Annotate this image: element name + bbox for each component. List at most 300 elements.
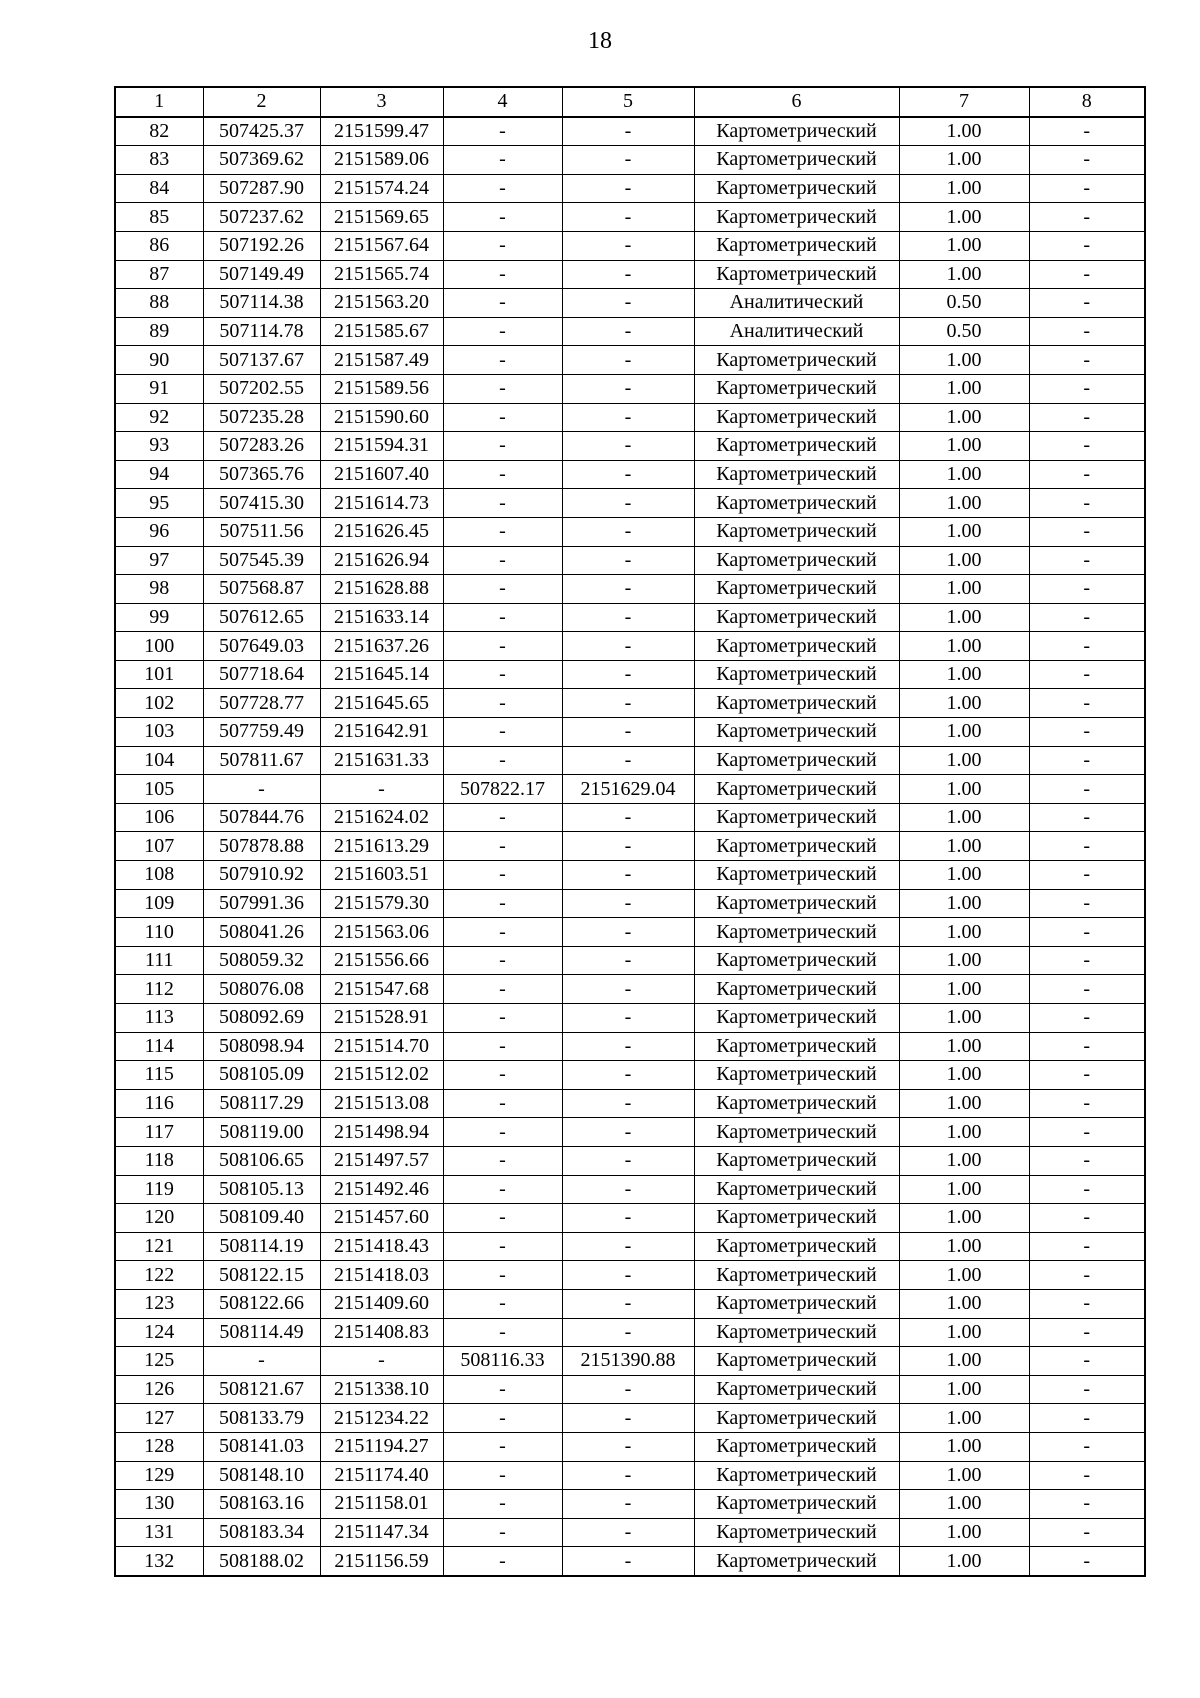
table-cell: 508148.10 <box>203 1461 320 1490</box>
table-row <box>115 460 1145 489</box>
table-cell: Картометрический <box>694 374 899 403</box>
table-row <box>115 1432 1145 1461</box>
table-cell: Картометрический <box>694 575 899 604</box>
table-cell: - <box>443 603 562 632</box>
table-cell: 507822.17 <box>443 775 562 804</box>
table-cell: - <box>443 1375 562 1404</box>
table-row <box>115 403 1145 432</box>
table-cell: - <box>1029 575 1145 604</box>
table-cell: - <box>562 174 694 203</box>
table-cell: - <box>562 1004 694 1033</box>
table-cell: - <box>1029 260 1145 289</box>
table-cell: - <box>443 1032 562 1061</box>
table-cell: - <box>562 746 694 775</box>
table-cell: - <box>1029 1518 1145 1547</box>
table-row <box>115 1490 1145 1519</box>
table-cell: - <box>443 374 562 403</box>
table-cell: - <box>1029 660 1145 689</box>
table-cell: - <box>443 432 562 461</box>
table-cell: 127 <box>115 1404 203 1433</box>
table-row <box>115 289 1145 318</box>
table-cell: 508105.13 <box>203 1175 320 1204</box>
table-cell: 508114.49 <box>203 1318 320 1347</box>
table-cell: - <box>562 632 694 661</box>
table-cell: 99 <box>115 603 203 632</box>
table-cell: 2151574.24 <box>320 174 443 203</box>
table-row <box>115 1289 1145 1318</box>
table-cell: - <box>1029 1261 1145 1290</box>
table-cell: 507114.38 <box>203 289 320 318</box>
table-cell: Аналитический <box>694 317 899 346</box>
table-cell: 2151589.06 <box>320 146 443 175</box>
table-row <box>115 260 1145 289</box>
table-cell: 128 <box>115 1432 203 1461</box>
table-cell: - <box>1029 718 1145 747</box>
table-cell: 507718.64 <box>203 660 320 689</box>
table-cell: 93 <box>115 432 203 461</box>
table-cell: 112 <box>115 975 203 1004</box>
table-cell: - <box>1029 1404 1145 1433</box>
table-cell: 2151513.08 <box>320 1089 443 1118</box>
table-row <box>115 117 1145 146</box>
column-header: 8 <box>1029 87 1145 117</box>
table-cell: 132 <box>115 1547 203 1576</box>
column-header: 6 <box>694 87 899 117</box>
table-row <box>115 1032 1145 1061</box>
table-cell: 82 <box>115 117 203 146</box>
table-cell: 508076.08 <box>203 975 320 1004</box>
table-cell: - <box>443 260 562 289</box>
table-cell: 2151626.94 <box>320 546 443 575</box>
table-cell: - <box>562 1432 694 1461</box>
table-cell: 1.00 <box>899 546 1029 575</box>
table-cell: - <box>562 403 694 432</box>
table-cell: - <box>562 975 694 1004</box>
table-cell: - <box>1029 975 1145 1004</box>
table-cell: - <box>443 203 562 232</box>
table-cell: - <box>562 1061 694 1090</box>
table-cell: - <box>562 946 694 975</box>
table-cell: 508121.67 <box>203 1375 320 1404</box>
table-cell: 507878.88 <box>203 832 320 861</box>
table-row <box>115 1518 1145 1547</box>
table-row <box>115 689 1145 718</box>
table-cell: - <box>562 346 694 375</box>
table-cell: 1.00 <box>899 260 1029 289</box>
table-cell: - <box>443 718 562 747</box>
table-cell: - <box>1029 1547 1145 1576</box>
table-row <box>115 718 1145 747</box>
table-cell: - <box>1029 1490 1145 1519</box>
table-row <box>115 918 1145 947</box>
table-cell: 115 <box>115 1061 203 1090</box>
table-cell: - <box>562 918 694 947</box>
table-cell: Картометрический <box>694 803 899 832</box>
table-cell: Картометрический <box>694 946 899 975</box>
table-cell: 2151590.60 <box>320 403 443 432</box>
table-cell: 2151194.27 <box>320 1432 443 1461</box>
table-cell: 508098.94 <box>203 1032 320 1061</box>
table-row <box>115 832 1145 861</box>
table-cell: Картометрический <box>694 174 899 203</box>
table-cell: 121 <box>115 1232 203 1261</box>
table-cell: - <box>1029 1432 1145 1461</box>
table-cell: 1.00 <box>899 861 1029 890</box>
table-cell: 2151547.68 <box>320 975 443 1004</box>
table-cell: 96 <box>115 517 203 546</box>
table-cell: 113 <box>115 1004 203 1033</box>
table-cell: 0.50 <box>899 317 1029 346</box>
table-cell: 2151565.74 <box>320 260 443 289</box>
column-header: 5 <box>562 87 694 117</box>
table-cell: - <box>443 403 562 432</box>
table-cell: Картометрический <box>694 718 899 747</box>
table-cell: 2151585.67 <box>320 317 443 346</box>
table-cell: Картометрический <box>694 1461 899 1490</box>
table-row <box>115 174 1145 203</box>
table-cell: 508059.32 <box>203 946 320 975</box>
table-cell: 90 <box>115 346 203 375</box>
table-cell: - <box>443 317 562 346</box>
table-cell: 1.00 <box>899 403 1029 432</box>
table-cell: - <box>1029 1347 1145 1376</box>
table-cell: 1.00 <box>899 975 1029 1004</box>
table-cell: - <box>562 1547 694 1576</box>
table-cell: 1.00 <box>899 803 1029 832</box>
table-cell: - <box>443 1204 562 1233</box>
table-cell: Картометрический <box>694 1004 899 1033</box>
table-cell: 507369.62 <box>203 146 320 175</box>
table-cell: Картометрический <box>694 203 899 232</box>
table-cell: 507114.78 <box>203 317 320 346</box>
column-header: 2 <box>203 87 320 117</box>
table-cell: 507910.92 <box>203 861 320 890</box>
table-cell: Картометрический <box>694 918 899 947</box>
table-cell: - <box>443 1518 562 1547</box>
table-cell: Аналитический <box>694 289 899 318</box>
table-cell: - <box>443 1261 562 1290</box>
table-cell: Картометрический <box>694 775 899 804</box>
table-cell: 507991.36 <box>203 889 320 918</box>
table-cell: 1.00 <box>899 603 1029 632</box>
table-row <box>115 1261 1145 1290</box>
table-cell: 507149.49 <box>203 260 320 289</box>
table-cell: 1.00 <box>899 689 1029 718</box>
table-cell: 119 <box>115 1175 203 1204</box>
table-cell: 2151567.64 <box>320 231 443 260</box>
table-row <box>115 861 1145 890</box>
table-cell: 508109.40 <box>203 1204 320 1233</box>
table-cell: 88 <box>115 289 203 318</box>
table-cell: 126 <box>115 1375 203 1404</box>
table-cell: - <box>443 975 562 1004</box>
table-cell: 120 <box>115 1204 203 1233</box>
table-cell: 508116.33 <box>443 1347 562 1376</box>
table-cell: Картометрический <box>694 889 899 918</box>
table-cell: 1.00 <box>899 231 1029 260</box>
table-row <box>115 1375 1145 1404</box>
table-cell: 89 <box>115 317 203 346</box>
table-cell: - <box>443 1089 562 1118</box>
table-cell: - <box>562 117 694 146</box>
table-cell: - <box>1029 546 1145 575</box>
table-cell: - <box>1029 1118 1145 1147</box>
table-cell: - <box>562 546 694 575</box>
table-cell: 1.00 <box>899 117 1029 146</box>
table-row <box>115 1089 1145 1118</box>
table-cell: 1.00 <box>899 346 1029 375</box>
table-cell: 508188.02 <box>203 1547 320 1576</box>
table-cell: - <box>443 632 562 661</box>
table-row <box>115 1318 1145 1347</box>
table-cell: - <box>443 832 562 861</box>
table-cell: 1.00 <box>899 489 1029 518</box>
table-cell: - <box>562 1261 694 1290</box>
table-cell: 2151234.22 <box>320 1404 443 1433</box>
table-row <box>115 575 1145 604</box>
table-cell: - <box>443 146 562 175</box>
table-cell: - <box>443 231 562 260</box>
table-cell: 101 <box>115 660 203 689</box>
table-cell: 108 <box>115 861 203 890</box>
table-cell: - <box>562 861 694 890</box>
table-cell: 2151498.94 <box>320 1118 443 1147</box>
table-cell: - <box>562 289 694 318</box>
table-cell: - <box>562 1375 694 1404</box>
table-cell: - <box>1029 1061 1145 1090</box>
table-cell: - <box>203 1347 320 1376</box>
table-cell: - <box>443 1432 562 1461</box>
table-row <box>115 374 1145 403</box>
table-cell: Картометрический <box>694 1318 899 1347</box>
table-cell: 1.00 <box>899 1490 1029 1519</box>
table-cell: Картометрический <box>694 689 899 718</box>
table-cell: - <box>1029 775 1145 804</box>
table-cell: 2151390.88 <box>562 1347 694 1376</box>
table-cell: - <box>443 746 562 775</box>
table-row <box>115 775 1145 804</box>
table-body <box>115 117 1145 1576</box>
table-cell: Картометрический <box>694 1404 899 1433</box>
table-row <box>115 746 1145 775</box>
table-cell: - <box>1029 146 1145 175</box>
table-cell: 87 <box>115 260 203 289</box>
table-cell: - <box>443 1318 562 1347</box>
table-row <box>115 432 1145 461</box>
table-cell: - <box>203 775 320 804</box>
table-cell: - <box>1029 1032 1145 1061</box>
table-cell: 2151497.57 <box>320 1146 443 1175</box>
table-cell: 508106.65 <box>203 1146 320 1175</box>
table-cell: 2151645.65 <box>320 689 443 718</box>
table-cell: 507811.67 <box>203 746 320 775</box>
table-cell: 1.00 <box>899 1261 1029 1290</box>
table-cell: - <box>562 231 694 260</box>
table-cell: 103 <box>115 718 203 747</box>
table-row <box>115 889 1145 918</box>
table-cell: - <box>443 517 562 546</box>
table-cell: 508133.79 <box>203 1404 320 1433</box>
table-cell: 2151594.31 <box>320 432 443 461</box>
table-cell: 94 <box>115 460 203 489</box>
table-cell: - <box>562 1175 694 1204</box>
table-cell: 117 <box>115 1118 203 1147</box>
table-cell: Картометрический <box>694 1547 899 1576</box>
table-cell: 508183.34 <box>203 1518 320 1547</box>
table-cell: 116 <box>115 1089 203 1118</box>
table-header-row <box>115 87 1145 117</box>
table-cell: - <box>1029 317 1145 346</box>
table-cell: - <box>1029 403 1145 432</box>
table-row <box>115 946 1145 975</box>
table-cell: - <box>443 1232 562 1261</box>
table-cell: - <box>443 1175 562 1204</box>
table-cell: - <box>1029 432 1145 461</box>
table-cell: 507728.77 <box>203 689 320 718</box>
table-cell: - <box>443 546 562 575</box>
table-cell: 109 <box>115 889 203 918</box>
table-cell: 105 <box>115 775 203 804</box>
table-cell: - <box>562 718 694 747</box>
table-row <box>115 632 1145 661</box>
table-cell: 130 <box>115 1490 203 1519</box>
table-cell: - <box>443 1404 562 1433</box>
table-cell: 102 <box>115 689 203 718</box>
table-cell: 507612.65 <box>203 603 320 632</box>
table-row <box>115 1118 1145 1147</box>
table-cell: 2151514.70 <box>320 1032 443 1061</box>
table-cell: 1.00 <box>899 1032 1029 1061</box>
table-cell: 2151629.04 <box>562 775 694 804</box>
table-cell: - <box>1029 489 1145 518</box>
table-cell: 104 <box>115 746 203 775</box>
table-cell: - <box>1029 603 1145 632</box>
table-cell: 507545.39 <box>203 546 320 575</box>
table-cell: - <box>562 432 694 461</box>
table-cell: - <box>1029 1204 1145 1233</box>
table-cell: Картометрический <box>694 1232 899 1261</box>
table-cell: 2151613.29 <box>320 832 443 861</box>
table-cell: 1.00 <box>899 1404 1029 1433</box>
table-cell: - <box>562 317 694 346</box>
table-cell: - <box>1029 1146 1145 1175</box>
table-cell: 1.00 <box>899 632 1029 661</box>
table-cell: - <box>562 803 694 832</box>
table-cell: 2151156.59 <box>320 1547 443 1576</box>
table-cell: Картометрический <box>694 403 899 432</box>
table-cell: Картометрический <box>694 1289 899 1318</box>
table-cell: 1.00 <box>899 1089 1029 1118</box>
table-row <box>115 803 1145 832</box>
table-cell: 1.00 <box>899 660 1029 689</box>
table-cell: - <box>443 174 562 203</box>
table-cell: 1.00 <box>899 832 1029 861</box>
table-cell: Картометрический <box>694 460 899 489</box>
table-cell: Картометрический <box>694 1490 899 1519</box>
table-cell: 2151579.30 <box>320 889 443 918</box>
table-cell: 508105.09 <box>203 1061 320 1090</box>
coordinates-table <box>114 86 1146 1577</box>
table-cell: 2151614.73 <box>320 489 443 518</box>
table-cell: - <box>1029 1089 1145 1118</box>
table-cell: 507192.26 <box>203 231 320 260</box>
table-cell: 508163.16 <box>203 1490 320 1519</box>
table-cell: - <box>1029 460 1145 489</box>
table-cell: - <box>443 1061 562 1090</box>
table-cell: - <box>1029 889 1145 918</box>
table-cell: - <box>1029 374 1145 403</box>
table-cell: - <box>443 1490 562 1519</box>
table-cell: 131 <box>115 1518 203 1547</box>
table-cell: - <box>562 260 694 289</box>
table-cell: - <box>562 489 694 518</box>
table-cell: - <box>562 603 694 632</box>
table-cell: 2151492.46 <box>320 1175 443 1204</box>
table-cell: 1.00 <box>899 746 1029 775</box>
table-cell: 507415.30 <box>203 489 320 518</box>
table-cell: 114 <box>115 1032 203 1061</box>
table-cell: - <box>443 1547 562 1576</box>
table-cell: - <box>1029 117 1145 146</box>
table-cell: 507365.76 <box>203 460 320 489</box>
table-cell: 122 <box>115 1261 203 1290</box>
table-cell: - <box>562 832 694 861</box>
table-row <box>115 1204 1145 1233</box>
table-cell: 91 <box>115 374 203 403</box>
table-cell: - <box>1029 231 1145 260</box>
table-cell: - <box>562 203 694 232</box>
table-cell: Картометрический <box>694 260 899 289</box>
table-cell: - <box>562 1461 694 1490</box>
table-cell: Картометрический <box>694 746 899 775</box>
table-cell: 2151637.26 <box>320 632 443 661</box>
table-cell: 1.00 <box>899 889 1029 918</box>
table-cell: 129 <box>115 1461 203 1490</box>
table-cell: - <box>443 1146 562 1175</box>
table-row <box>115 346 1145 375</box>
table-cell: 1.00 <box>899 460 1029 489</box>
table-cell: 1.00 <box>899 203 1029 232</box>
table-cell: - <box>443 460 562 489</box>
table-cell: 110 <box>115 918 203 947</box>
table-cell: - <box>562 1232 694 1261</box>
table-cell: 507759.49 <box>203 718 320 747</box>
table-cell: - <box>443 1289 562 1318</box>
table-cell: Картометрический <box>694 1089 899 1118</box>
table-cell: 2151409.60 <box>320 1289 443 1318</box>
table-cell: 2151158.01 <box>320 1490 443 1519</box>
table-cell: Картометрический <box>694 1032 899 1061</box>
table-cell: 507137.67 <box>203 346 320 375</box>
column-header: 1 <box>115 87 203 117</box>
table-cell: 508122.15 <box>203 1261 320 1290</box>
table-cell: 1.00 <box>899 1004 1029 1033</box>
table-cell: - <box>1029 746 1145 775</box>
table-cell: Картометрический <box>694 975 899 1004</box>
table-cell: - <box>1029 346 1145 375</box>
table-cell: - <box>443 918 562 947</box>
table-cell: - <box>562 1204 694 1233</box>
table-cell: 84 <box>115 174 203 203</box>
table-cell: Картометрический <box>694 1375 899 1404</box>
table-cell: 507649.03 <box>203 632 320 661</box>
table-cell: Картометрический <box>694 861 899 890</box>
table-cell: - <box>562 889 694 918</box>
table-cell: 1.00 <box>899 946 1029 975</box>
table-cell: 107 <box>115 832 203 861</box>
table-cell: 507287.90 <box>203 174 320 203</box>
table-cell: - <box>562 146 694 175</box>
